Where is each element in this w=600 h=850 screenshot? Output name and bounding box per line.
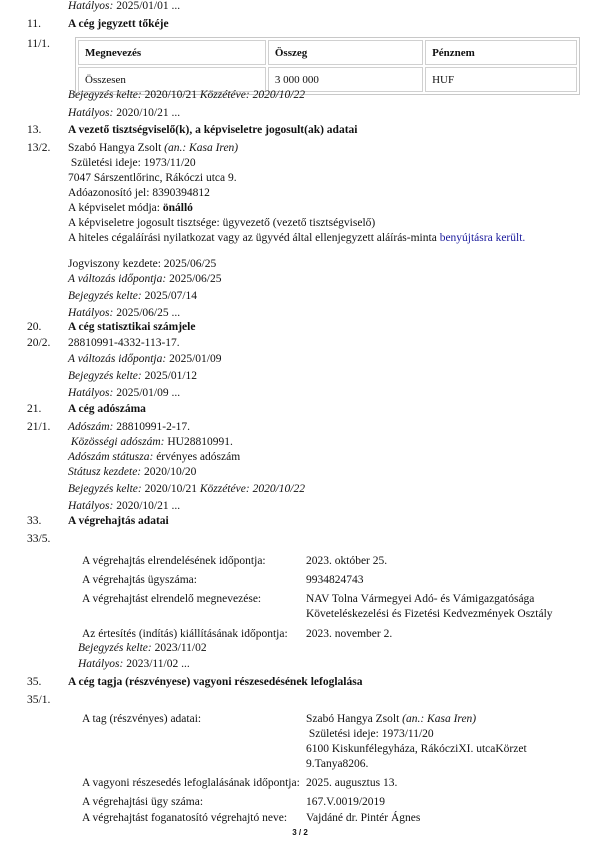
value: HU28810991. bbox=[167, 436, 233, 448]
tax-number bbox=[68, 421, 190, 433]
table-cell: HUF bbox=[425, 67, 577, 92]
registration-date bbox=[68, 483, 305, 495]
value: 2025/01/01 ... bbox=[116, 0, 181, 12]
registration-date bbox=[68, 89, 305, 101]
label: A változás időpontja: bbox=[68, 353, 167, 365]
label: Hatályos: bbox=[68, 107, 114, 119]
section-title: A cég jegyzett tőkéje bbox=[68, 18, 169, 30]
section-number: 11. bbox=[27, 18, 41, 30]
subsection-number: 13/2. bbox=[27, 142, 51, 154]
value: 2025/06/25 ... bbox=[116, 307, 181, 319]
value: 2020/10/21 ... bbox=[116, 500, 181, 512]
name: Szabó Hangya Zsolt bbox=[68, 142, 162, 154]
enforcement-row-label: A végrehajtás elrendelésének időpontja: bbox=[82, 555, 266, 567]
signature-statement bbox=[68, 232, 525, 244]
table-header-row bbox=[78, 40, 577, 65]
table-cell: Összesen bbox=[78, 67, 266, 92]
section-title: A cég tagja (részvényese) vagyoni részesedésének lefoglalása bbox=[68, 676, 363, 688]
value: 2023/11/02 bbox=[154, 642, 207, 654]
enforcement-row-value-cont: Követeléskezelési és Fizetési Kedvezmények Osztály bbox=[306, 608, 553, 620]
seizure-row-label: A vagyoni részesedés lefoglalásának időpontja: bbox=[82, 777, 300, 789]
page-number: 3 / 2 bbox=[292, 828, 308, 837]
effective-date bbox=[68, 387, 180, 399]
subsection-number: 11/1. bbox=[27, 38, 50, 50]
enforcement-row-label: A végrehajtást elrendelő megnevezése: bbox=[82, 593, 262, 605]
subsection-number: 21/1. bbox=[27, 421, 51, 433]
registration-date bbox=[68, 370, 197, 382]
section-number: 33. bbox=[27, 515, 42, 527]
label: A változás időpontja: bbox=[68, 273, 167, 285]
enforcement-row-label: Az értesítés (indítás) kiállításának időpontja: bbox=[82, 628, 288, 640]
value: 28810991-2-17. bbox=[116, 421, 191, 433]
label: Közzétéve: bbox=[199, 89, 250, 101]
header-cell: Megnevezés bbox=[78, 40, 266, 65]
value: önálló bbox=[162, 202, 193, 214]
value: érvényes adószám bbox=[156, 451, 241, 463]
signature-link[interactable]: benyújtásra került. bbox=[439, 232, 526, 244]
enforcement-row-value: 2023. november 2. bbox=[306, 628, 393, 640]
section-number: 35. bbox=[27, 676, 42, 688]
status-start bbox=[68, 466, 196, 478]
value: 2020/10/22 bbox=[252, 483, 305, 495]
member-data-label: A tag (részvényes) adatai: bbox=[82, 713, 202, 725]
capital-table bbox=[75, 37, 580, 95]
member-address: 6100 Kiskunfélegyháza, RákócziXI. utcaKörzet bbox=[306, 743, 527, 755]
tax-status bbox=[68, 451, 240, 463]
registration-date bbox=[78, 642, 207, 654]
member-address-cont: 9.Tanya8206. bbox=[306, 758, 369, 770]
member-birth: Születési ideje: 1973/11/20 bbox=[306, 728, 434, 740]
value: 2025/07/14 bbox=[144, 290, 198, 302]
label: Bejegyzés kelte: bbox=[68, 370, 142, 382]
statistical-number: 28810991-4332-113-17. bbox=[68, 337, 180, 349]
mother-name: (an.: Kasa Iren) bbox=[164, 142, 239, 154]
seizure-row-value: 167.V.0019/2019 bbox=[306, 796, 386, 808]
label: Hatályos: bbox=[68, 0, 114, 12]
effective-date bbox=[68, 307, 180, 319]
subsection-number: 20/2. bbox=[27, 337, 51, 349]
seizure-row-value: Vajdáné dr. Pintér Ágnes bbox=[306, 812, 421, 824]
effective-date bbox=[78, 658, 190, 670]
label: Bejegyzés kelte: bbox=[68, 290, 142, 302]
label: Hatályos: bbox=[68, 500, 114, 512]
enforcement-row-value: 9934824743 bbox=[306, 574, 364, 586]
effective-date bbox=[68, 500, 180, 512]
name: Szabó Hangya Zsolt bbox=[306, 713, 400, 725]
effective-date bbox=[68, 0, 180, 12]
member-name bbox=[306, 713, 476, 725]
section-number: 20. bbox=[27, 321, 42, 333]
label: Hatályos: bbox=[68, 387, 114, 399]
representation-mode bbox=[68, 202, 193, 214]
section-title: A cég adószáma bbox=[68, 403, 146, 415]
label: Státusz kezdete: bbox=[68, 466, 142, 478]
tax-id: Adóazonosító jel: 8390394812 bbox=[68, 187, 210, 199]
label: Bejegyzés kelte: bbox=[68, 483, 142, 495]
birth-date: Születési ideje: 1973/11/20 bbox=[68, 157, 196, 169]
header-cell: Összeg bbox=[268, 40, 423, 65]
value: 2020/10/21 bbox=[144, 89, 198, 101]
value: 2025/01/09 ... bbox=[116, 387, 181, 399]
mother-name: (an.: Kasa Iren) bbox=[402, 713, 477, 725]
value: 2025/06/25 bbox=[169, 273, 222, 285]
effective-date bbox=[68, 107, 180, 119]
enforcement-row-label: A végrehajtás ügyszáma: bbox=[82, 574, 197, 586]
subsection-number: 33/5. bbox=[27, 533, 51, 545]
person-name bbox=[68, 142, 238, 154]
label: A képviselet módja: bbox=[68, 202, 163, 214]
section-title: A cég statisztikai számjele bbox=[68, 321, 196, 333]
section-number: 13. bbox=[27, 124, 42, 136]
section-number: 21. bbox=[27, 403, 42, 415]
label: Hatályos: bbox=[78, 658, 124, 670]
seizure-row-value: 2025. augusztus 13. bbox=[306, 777, 398, 789]
registration-date bbox=[68, 290, 197, 302]
community-tax-number bbox=[68, 436, 233, 448]
seizure-row-label: A végrehajtást foganatosító végrehajtó neve: bbox=[82, 812, 288, 824]
header-cell: Pénznem bbox=[425, 40, 577, 65]
label: Bejegyzés kelte: bbox=[78, 642, 152, 654]
subsection-number: 35/1. bbox=[27, 694, 51, 706]
section-title: A vezető tisztségviselő(k), a képviseletre jogosult(ak) adatai bbox=[68, 124, 358, 136]
relationship-start: Jogviszony kezdete: 2025/06/25 bbox=[68, 258, 217, 270]
value: 2023/11/02 ... bbox=[126, 658, 190, 670]
text: A hiteles cégaláírási nyilatkozat vagy az ügyvéd által ellenjegyzett aláírás-minta bbox=[68, 232, 440, 244]
change-date bbox=[68, 353, 221, 365]
label: Hatályos: bbox=[68, 307, 114, 319]
role: A képviseletre jogosult tisztsége: ügyvezető (vezető tisztségviselő) bbox=[68, 217, 376, 229]
label: Adószám: bbox=[68, 421, 114, 433]
label: Adószám státusza: bbox=[68, 451, 154, 463]
address: 7047 Sárszentlőrinc, Rákóczi utca 9. bbox=[68, 172, 237, 184]
seizure-row-label: A végrehajtási ügy száma: bbox=[82, 796, 204, 808]
value: 2025/01/12 bbox=[144, 370, 198, 382]
enforcement-row-value: NAV Tolna Vármegyei Adó- és Vámigazgatósága bbox=[306, 593, 535, 605]
enforcement-row-value: 2023. október 25. bbox=[306, 555, 388, 567]
table-cell: 3 000 000 bbox=[268, 67, 423, 92]
value: 2020/10/22 bbox=[252, 89, 305, 101]
value: 2020/10/21 ... bbox=[116, 107, 181, 119]
label: Közösségi adószám: bbox=[68, 436, 165, 448]
value: 2020/10/20 bbox=[144, 466, 197, 478]
change-date bbox=[68, 273, 221, 285]
label: Közzétéve: bbox=[199, 483, 250, 495]
value: 2025/01/09 bbox=[169, 353, 222, 365]
label: Bejegyzés kelte: bbox=[68, 89, 142, 101]
section-title: A végrehajtás adatai bbox=[68, 515, 169, 527]
value: 2020/10/21 bbox=[144, 483, 198, 495]
